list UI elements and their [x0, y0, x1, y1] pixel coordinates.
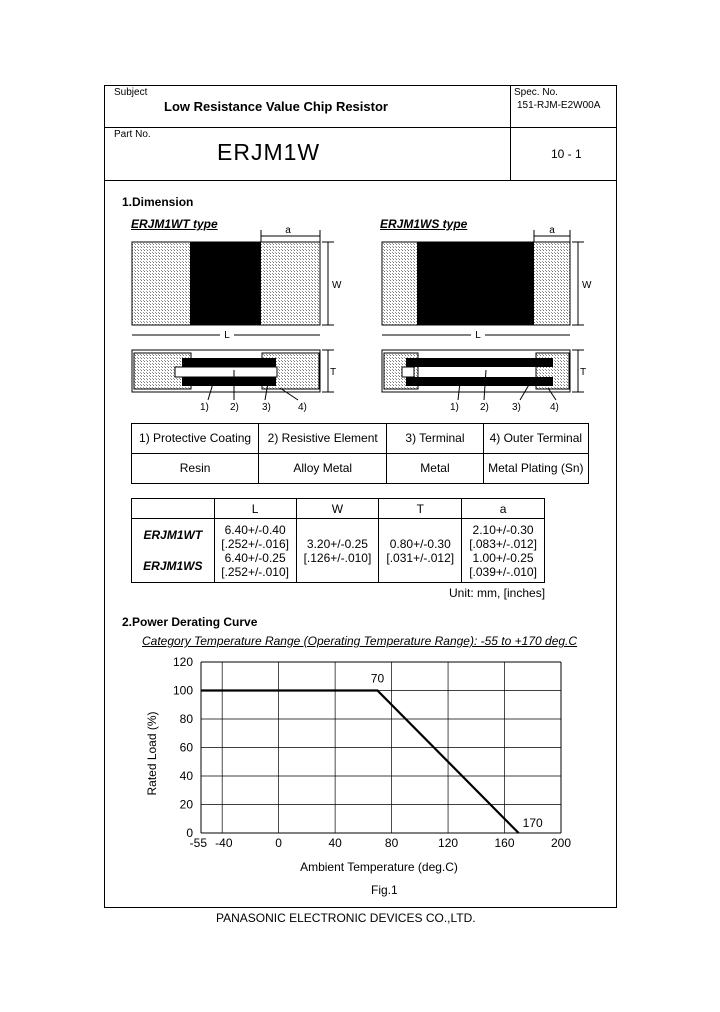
- dimension-table: [131, 498, 545, 583]
- callout-2-b: 2): [480, 402, 489, 413]
- y-tick-label: 60: [179, 740, 193, 755]
- callout-4-b: 4): [550, 402, 559, 413]
- material-header-3: 3) Terminal: [387, 424, 483, 454]
- dim-t-label-2: T: [580, 367, 587, 378]
- header-column-divider: [510, 85, 511, 180]
- callout-3-b: 3): [512, 402, 521, 413]
- annotation-70: 70: [370, 671, 385, 686]
- section-derating-title: 2.Power Derating Curve: [122, 615, 258, 629]
- y-tick-label: 40: [179, 769, 193, 783]
- callout-3-a: 3): [262, 402, 271, 413]
- dim-type-erjm1ws: ERJM1WS: [143, 558, 203, 573]
- dim-l-wt-in: [.252+/-.016]: [221, 536, 289, 551]
- y-axis-title: Rated Load (%): [145, 711, 159, 796]
- header-divider-1: [104, 127, 617, 128]
- erjm1ws-top-view: [382, 225, 592, 341]
- header-divider-2: [104, 180, 617, 181]
- callout-4-a: 4): [298, 402, 307, 413]
- derating-chart: [140, 652, 580, 882]
- dim-l-ws-mm: 6.40+/-0.25: [224, 550, 286, 565]
- x-tick-label: 160: [494, 836, 515, 850]
- x-axis-title: Ambient Temperature (deg.C): [300, 860, 458, 874]
- x-tick-label: 200: [550, 836, 572, 850]
- dim-l-ws-in: [.252+/-.010]: [221, 564, 289, 579]
- section-dimension-title: 1.Dimension: [122, 195, 194, 209]
- dim-header-t: T: [379, 499, 462, 519]
- type-b-heading: ERJM1WS type: [380, 217, 468, 231]
- dim-l-cell: [214, 519, 296, 583]
- dim-a-ws-in: [.039+/-.010]: [469, 564, 537, 579]
- erjm1ws-side-view: [382, 350, 586, 413]
- unit-note: Unit: mm, [inches]: [449, 586, 546, 600]
- material-value-4: Metal Plating (Sn): [483, 454, 588, 484]
- material-header-2: 2) Resistive Element: [259, 424, 387, 454]
- part-no: ERJM1W: [217, 139, 321, 165]
- callout-1-b: 1): [450, 402, 459, 413]
- dim-w-label-1: W: [332, 280, 342, 291]
- material-value-2: Alloy Metal: [259, 454, 387, 484]
- dim-header-blank: [132, 499, 215, 519]
- annotation-170: 170: [522, 816, 543, 830]
- dim-t-cell: [379, 519, 462, 583]
- dim-t-mm: 0.80+/-0.30: [389, 536, 451, 551]
- erjm1wt-side-view: [132, 350, 336, 413]
- subject-title: Low Resistance Value Chip Resistor: [164, 99, 388, 114]
- dim-a-cell: [462, 519, 545, 583]
- type-a-heading: ERJM1WT type: [131, 217, 218, 231]
- spec-no: 151-RJM-E2W00A: [517, 100, 601, 111]
- temperature-range-note: Category Temperature Range (Operating Temperature Range): -55 to +170 deg.C: [142, 634, 578, 648]
- subject-label: Subject: [114, 87, 148, 98]
- derating-curve: [201, 691, 519, 834]
- spec-no-label: Spec. No.: [514, 87, 558, 98]
- x-tick-label: -55: [189, 836, 207, 850]
- dim-t-in: [.031+/-.012]: [386, 550, 455, 565]
- callout-1-a: 1): [200, 402, 209, 413]
- x-tick-label: 80: [384, 836, 399, 850]
- dim-types-cell: [132, 519, 215, 583]
- x-tick-label: 120: [438, 836, 459, 850]
- dim-w-mm: 3.20+/-0.25: [306, 536, 368, 551]
- dim-l-label-2: L: [475, 330, 481, 341]
- dimension-drawings: [120, 220, 590, 420]
- erjm1wt-top-view: [132, 225, 342, 341]
- dim-header-w: W: [296, 499, 379, 519]
- dim-l-label-1: L: [224, 330, 230, 341]
- callout-2-a: 2): [230, 402, 239, 413]
- dim-w-label-2: W: [582, 280, 592, 291]
- material-header-1: 1) Protective Coating: [132, 424, 259, 454]
- dim-a-label-1: a: [285, 225, 291, 236]
- materials-table: [131, 423, 589, 484]
- material-header-4: 4) Outer Terminal: [483, 424, 588, 454]
- y-tick-label: 100: [172, 683, 193, 698]
- dim-a-label-2: a: [549, 225, 555, 236]
- dim-t-label-1: T: [330, 367, 337, 378]
- y-tick-label: 80: [179, 712, 193, 726]
- y-tick-label: 20: [179, 797, 193, 812]
- x-tick-label: 40: [328, 836, 342, 850]
- y-tick-label: 0: [186, 826, 193, 840]
- dim-a-wt-mm: 2.10+/-0.30: [472, 522, 534, 537]
- material-value-3: Metal: [387, 454, 483, 484]
- material-value-1: Resin: [132, 454, 259, 484]
- dim-w-in: [.126+/-.010]: [303, 550, 372, 565]
- dim-type-erjm1wt: ERJM1WT: [143, 527, 203, 542]
- figure-caption: Fig.1: [371, 883, 398, 897]
- y-tick-label: 120: [172, 655, 193, 669]
- dim-a-wt-in: [.083+/-.012]: [469, 536, 537, 551]
- x-tick-label: 0: [275, 836, 282, 850]
- dim-l-wt-mm: 6.40+/-0.40: [224, 522, 286, 537]
- dim-header-a: a: [462, 499, 545, 519]
- dim-header-l: L: [214, 499, 296, 519]
- dim-a-ws-mm: 1.00+/-0.25: [472, 550, 534, 565]
- part-no-label: Part No.: [114, 129, 151, 140]
- company-name: PANASONIC ELECTRONIC DEVICES CO.,LTD.: [216, 911, 476, 925]
- page-number: 10 - 1: [551, 147, 582, 161]
- x-tick-label: -40: [215, 836, 233, 850]
- dim-w-cell: [296, 519, 379, 583]
